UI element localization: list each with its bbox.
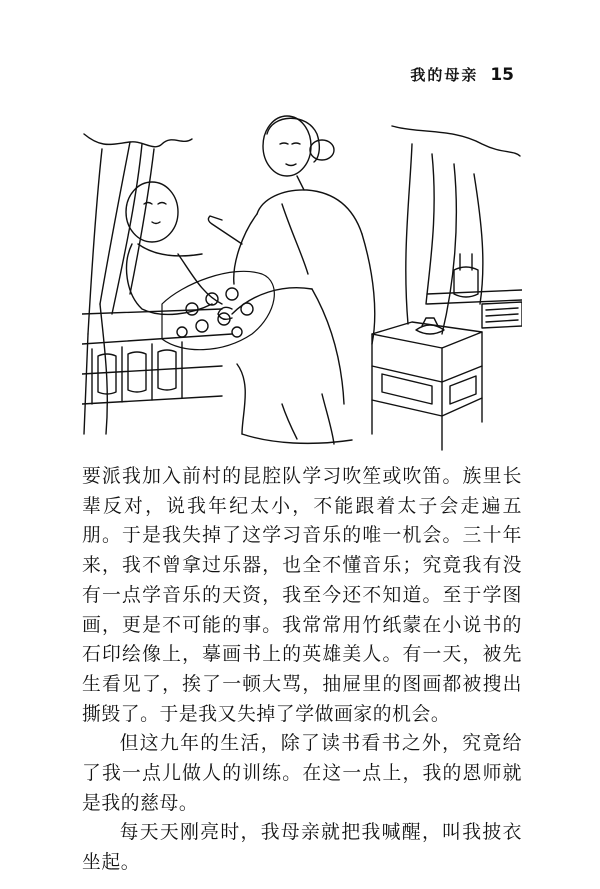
child-figure (126, 182, 274, 350)
mother-figure (208, 116, 374, 444)
body-text (82, 462, 522, 878)
paragraph-2: 但这九年的生活，除了读书看书之外，究竟给了我一点儿做人的训练。在这一点上，我的恩师就是我的慈母。 (82, 733, 522, 814)
paragraph-1: 要派我加入前村的昆腔队学习吹笙或吹笛。族里长辈反对，说我年纪太小，不能跟着太子会走遍五朋。于是我失掉了这学习音乐的唯一机会。三十年来，我不曾拿过乐器，也全不懂音乐；究竟我有没有一点学音乐的天资，我至今还不知道。至于学图画，更是不可能的事。我常常用竹纸蒙在小说书的石印绘像上，摹画书上的英雄美人。有一天，被先生看见了，挨了一顿大骂，抽屉里的图画都被搜出撕毁了。于是我又失掉了学做画家的机会。 (82, 466, 522, 725)
shelf-with-jar (427, 254, 522, 328)
paragraph-3: 每天天刚亮时，我母亲就把我喊醒，叫我披衣坐起。 (82, 822, 522, 874)
bed-platform (82, 309, 232, 404)
side-table (372, 318, 482, 450)
left-curtain (84, 134, 192, 434)
running-title: 我的母亲 (410, 66, 479, 84)
page-number: 15 (490, 65, 514, 85)
running-header (410, 64, 514, 85)
line-illustration (82, 104, 522, 456)
